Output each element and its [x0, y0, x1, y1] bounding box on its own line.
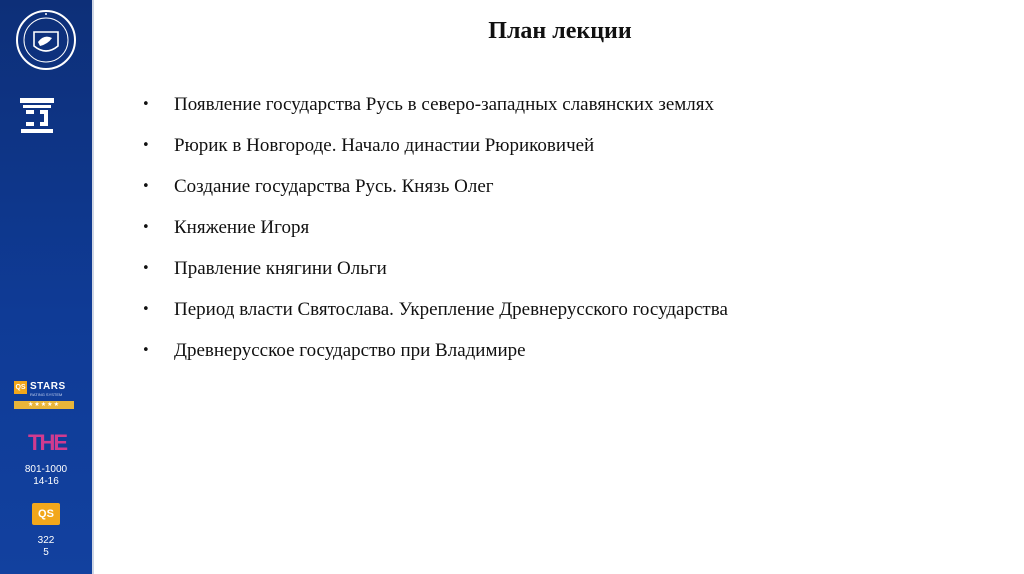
list-item: [140, 175, 728, 216]
list-item-text: Появление государства Русь в северо-западных славянских землях: [174, 94, 715, 115]
sidebar-divider: [92, 0, 94, 574]
bullet-icon: •: [142, 97, 150, 112]
bullet-icon: •: [142, 220, 150, 235]
list-item-text: Древнерусское государство при Владимире: [174, 340, 526, 361]
qs-rank: [18, 535, 74, 559]
list-item-text: Создание государства Русь. Князь Олег: [174, 176, 494, 197]
list-item: [140, 216, 728, 257]
qs-logo: QS: [32, 503, 60, 525]
stars-row: ★★★★★: [14, 401, 74, 409]
list-item-text: Правление княгини Ольги: [174, 258, 387, 279]
lecture-plan-list: [140, 93, 728, 380]
qs-rank-line2: 5: [43, 547, 49, 558]
list-item: [140, 257, 728, 298]
list-item: [140, 298, 728, 339]
list-item-text: Княжение Игоря: [174, 217, 310, 238]
list-item: [140, 339, 728, 380]
qs-stars-badge: QS: [14, 381, 27, 394]
bullet-icon: •: [142, 138, 150, 153]
qs-stars-logo: [14, 381, 76, 413]
the-logo: THE: [28, 430, 66, 455]
stars-word: STARS: [30, 381, 66, 392]
list-item-text: Рюрик в Новгороде. Начало династии Рюриковичей: [174, 135, 595, 156]
bullet-icon: •: [142, 179, 150, 194]
university-emblem-icon: [14, 8, 78, 72]
the-rank-line1: 801-1000: [24, 464, 68, 475]
bullet-icon: •: [142, 302, 150, 317]
list-item-text: Период власти Святослава. Укрепление Древнерусского государства: [174, 299, 728, 320]
list-item: [140, 93, 728, 134]
bullet-icon: •: [142, 261, 150, 276]
building-icon: [18, 96, 56, 136]
qs-rank-line1: 322: [37, 535, 55, 546]
bullet-icon: •: [142, 343, 150, 358]
sidebar: [0, 0, 92, 574]
list-item: [140, 134, 728, 175]
slide-title: План лекции: [488, 18, 632, 44]
the-rank-line2: 14-16: [33, 476, 59, 487]
stars-subtitle: RATING SYSTEM: [30, 392, 63, 397]
the-rank: [18, 464, 74, 488]
